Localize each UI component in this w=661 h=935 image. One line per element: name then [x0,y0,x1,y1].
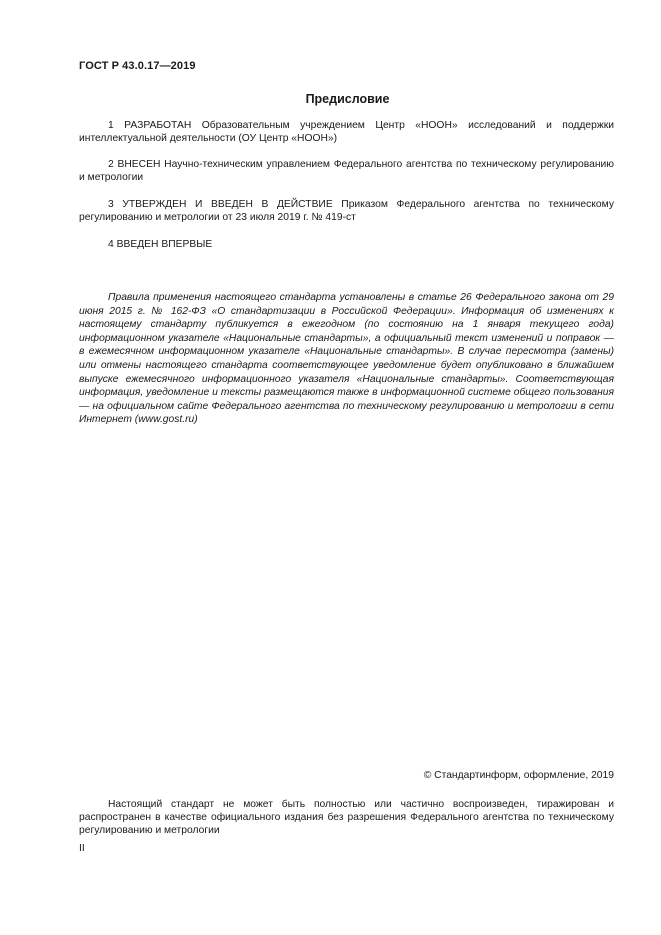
page-title: Предисловие [305,92,390,106]
foreword-item-approved: 3 УТВЕРЖДЕН И ВВЕДЕН В ДЕЙСТВИЕ Приказом Федерального агентства по техническому регулированию и метрологии от 23 июля 2019 г. № 419-ст [79,199,614,223]
foreword-item-introduced: 2 ВНЕСЕН Научно-техническим управлением Федерального агентства по техническому регулированию и метрологии [79,159,614,183]
copyright-line: © Стандартинформ, оформление, 2019 [423,770,614,781]
foreword-item-first-introduced: 4 ВВЕДЕН ВПЕРВЫЕ [108,239,213,250]
application-rules-notice: Правила применения настоящего стандарта установлены в статье 26 Федерального закона от 29 июня 2015 г. № 162-ФЗ «О стандартизации в Российской Федерации». Информация об изменениях к настоящему стандарту публикуется в ежегодном (по состоянию на 1 января текущего года) информационном указателе «Национальные стандарты», а официальный текст изменений и поправок — в ежемесячном информационном указателе «Национальные стандарты». В случае пересмотра (замены) или отмены настоящего стандарта соответствующее уведомление будет опубликовано в ближайшем выпуске ежемесячного информационного указателя «Национальные стандарты». Соответствующая информация, уведомление и тексты размещаются также в информационной системе общего пользования — на официальном сайте Федерального агентства по техническому регулированию и метрологии в сети Интернет (www.gost.ru) [79,292,614,426]
reproduction-notice: Настоящий стандарт не может быть полностью или частично воспроизведен, тиражирован и распространен в качестве официального издания без разрешения Федерального агентства по техническому регулированию и метрологии [79,799,614,836]
document-code: ГОСТ Р 43.0.17—2019 [79,60,196,72]
foreword-item-developed: 1 РАЗРАБОТАН Образовательным учреждением Центр «НООН» исследований и поддержки интеллектуальной деятельности (ОУ Центр «НООН») [79,120,614,144]
page-number: II [79,843,85,854]
